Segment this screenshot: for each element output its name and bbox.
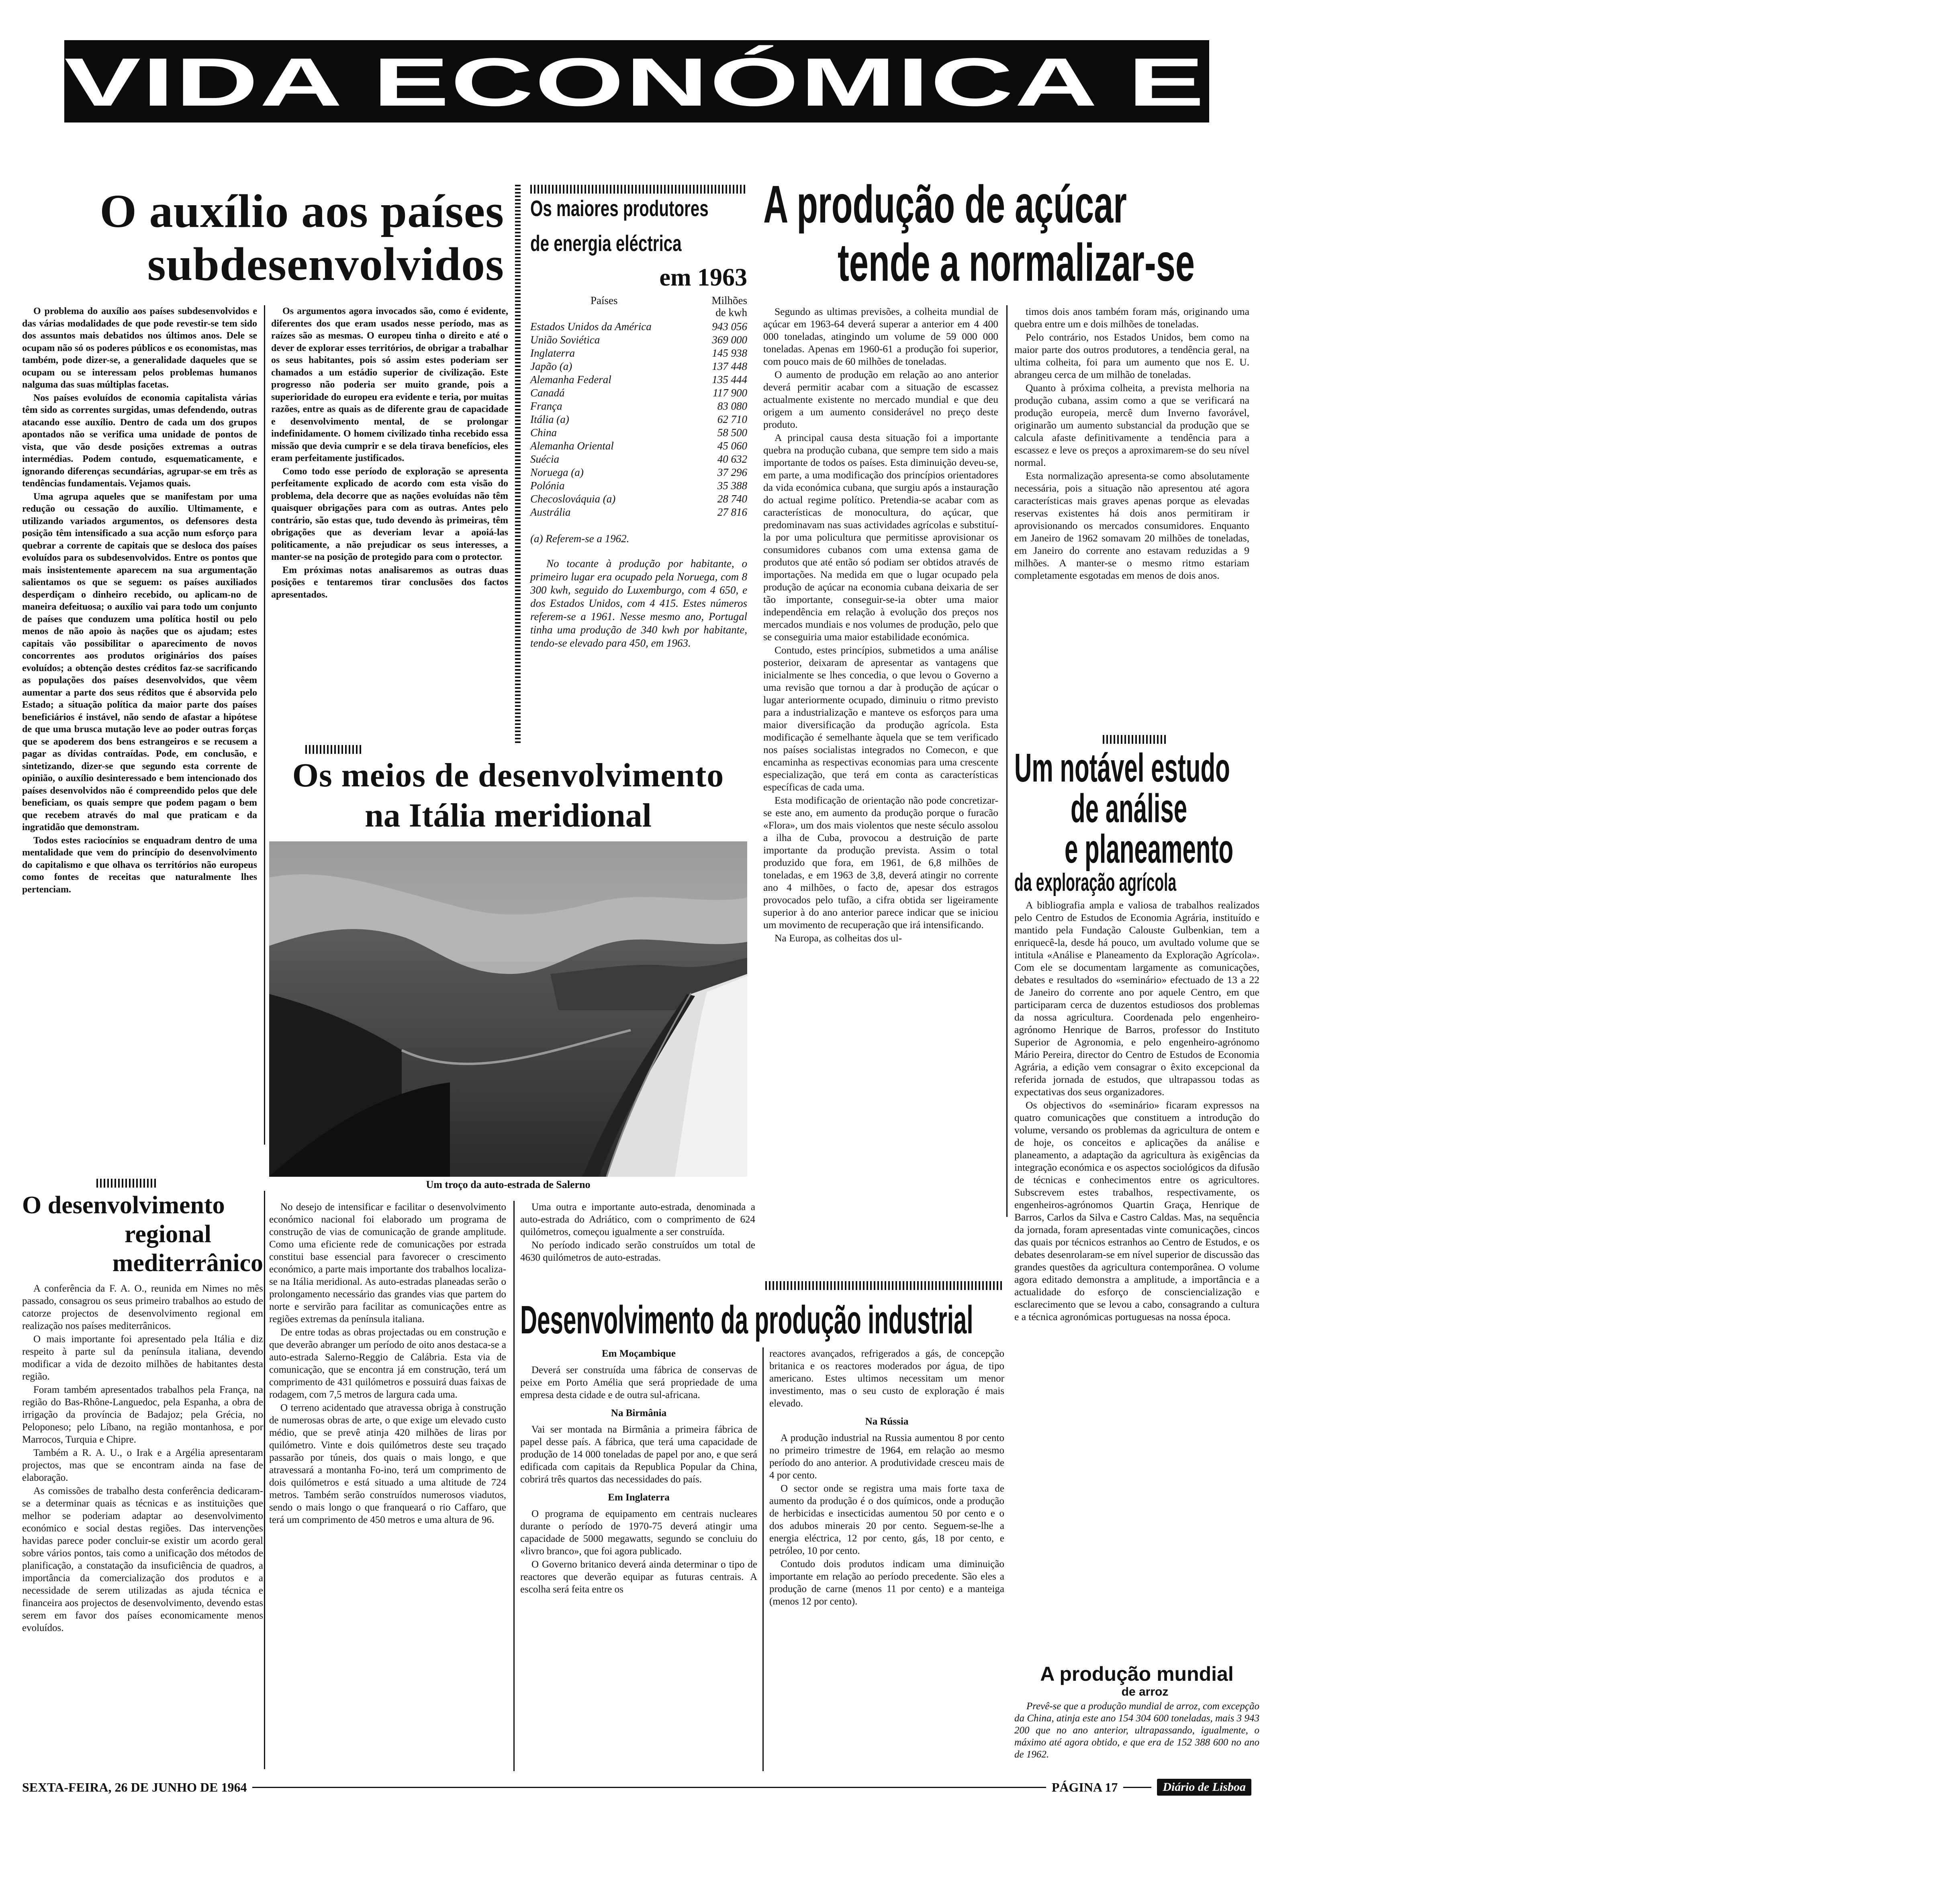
paragraph: Também a R. A. U., o Irak e a Argélia apresentaram projectos, mas que se encontram ainda na fase de elaboração.: [22, 1447, 263, 1483]
paragraph: Em próximas notas analisaremos as outras duas posições e tentaremos tirar conclusões dos factos apresentados.: [271, 565, 508, 600]
paragraph: Foram também apresentados trabalhos pela França, na região do Bas-Rhône-Languedoc, pela Espanha, a obra de irrigação da província de Badajoz; pela Grécia, no Peloponeso; pelo Líbano, na região montanhosa, e por Marrocos, Turquia e Chipre.: [22, 1384, 263, 1445]
table-cell-value: 943 056: [712, 320, 747, 333]
table-cell-country: Polónia: [530, 479, 565, 492]
headline-aid: O auxílio aos países subdesenvolvidos: [100, 185, 504, 290]
table-cell-country: Inglaterra: [530, 347, 575, 359]
separator-ornament: [765, 1281, 1002, 1290]
sugar-headline-line-1: A produção de açúcar: [763, 175, 1127, 234]
table-cell-value: 37 296: [717, 466, 747, 478]
paragraph: Todos estes raciocínios se enquadram dentro de uma mentalidade que vem do princípio do desenvolvimento do capitalismo e que olhava os territórios não europeus como fontes de receitas que naturalmente lhes pertenciam.: [22, 835, 257, 895]
table-cell-country: Alemanha Federal: [530, 373, 611, 386]
table-row: [530, 466, 747, 479]
separator-ornament: [1103, 735, 1167, 744]
paragraph: No tocante à produção por habitante, o primeiro lugar era ocupado pela Noruega, com 8 300 kwh, seguido do Luxemburgo, com 4 650, e dos Estados Unidos, com 4 415. Estes números referem-se a 1961. Nesse mesmo ano, Portugal tinha uma produção de 340 kwh por habitante, tendo-se elevado para 450, em 1963.: [530, 557, 747, 649]
rice-body: [1014, 1700, 1259, 1761]
table-cell-value: 35 388: [717, 479, 747, 492]
table-cell-value: 27 816: [717, 506, 747, 518]
table-row: [530, 386, 747, 400]
paragraph: Contudo, estes princípios, submetidos a uma análise posterior, deixaram de apresentar as vantagens que inicialmente se lhes concedia, o que levou o Governo a uma revisão que tornou a dar à produção de açúcar o lugar anteriormente ocupado, diminuiu o ritmo previsto para a industrialização e manteve os esforços para uma maior diversificação da produção agrícola. Esta modificação é semelhante àquela que se tem verificado nos países socialistas integrados no Comecon, e que encaminha as respectivas economias para uma crescente especialização, que terá em conta as características específicas de cada uma.: [763, 644, 998, 793]
table-cell-country: Suécia: [530, 453, 559, 465]
industrial-column-2: [769, 1347, 1004, 1608]
paragraph: Os objectivos do «seminário» ficaram expressos na quatro comunicações que constituem a introdução do volume, versando os problemas da agricultura de ontem e de hoje, os conceitos e aplicações da análise e planeamento, a adaptação da agricultura às exigências da integração económica e os aspectos sociológicos da difusão de técnicas e conhecimentos entre os agricultores. Subscrevem estes trabalhos, respectivamente, os engenheiros-agrónomos Quartin Graça, Henrique de Barros, Carlos da Silva e Castro Caldas. Mas, na sequência da jornada, foram apresentadas vinte comunicações, cincos das quais por técnicos estranhos ao Centro de Estudos, e os debates desenrolaram-se em nível superior de discussão das grandes questões da agricultura contemporânea. O volume agora editado demonstra a amplitude, a importância e a actualidade do esforço de consciencialização e esclarecimento que se levou a cabo, consagrando a cultura e a técnica agronómicas portuguesas na nossa época.: [1014, 1099, 1259, 1323]
paragraph: Vai ser montada na Birmânia a primeira fábrica de papel desse país. A fábrica, que terá uma capacidade de produção de 14 000 toneladas de papel por ano, e que será edificada com capitais da Republica Popular da China, cobrirá três quartos das necessidades do país.: [520, 1424, 757, 1485]
table-cell-value: 369 000: [712, 333, 747, 346]
article-sugar-production: [763, 177, 1245, 290]
agri-headline-1: Um notável estudo: [1014, 745, 1230, 790]
table-cell-value: 28 740: [717, 492, 747, 505]
highway-photo-image: [269, 841, 747, 1177]
article-industrial-production: [520, 1299, 1006, 1341]
italy-column-1: [269, 1201, 506, 1527]
aid-column-1: [22, 305, 257, 896]
highway-photo: [269, 841, 747, 1177]
paragraph: A produção industrial na Russia aumentou 8 por cento no primeiro trimestre de 1964, em relação ao mesmo período do ano anterior. A produtividade cresceu mais de 4 por cento.: [769, 1433, 1004, 1481]
sugar-column-2: [1014, 305, 1249, 582]
table-cell-country: Itália (a): [530, 413, 569, 425]
table-row: [530, 439, 747, 453]
table-cell-value: 117 900: [713, 386, 747, 399]
separator-ornament: [96, 1179, 157, 1188]
footer-rule: [1123, 1787, 1151, 1788]
sugar-column-1: [763, 305, 998, 945]
footer-page: PÁGINA 17: [1051, 1780, 1118, 1794]
aid-column-2: [271, 305, 508, 602]
paragraph: O programa de equipamento em centrais nucleares durante o período de 1970-75 deverá atingir uma capacidade de 5000 megawatts, segundo se concluiu do «livro branco», que foi agora publicado.: [520, 1508, 757, 1557]
divider: [515, 185, 521, 743]
paragraph: Esta normalização apresenta-se como absolutamente necessária, pois a situação não apresentou até agora características mais graves apenas porque as elevadas reservas existentes há dois anos permitiram ir aprovisionando os mercados consumidores. Enquanto em Janeiro de 1962 somavam 20 milhões de toneladas, em Janeiro do corrente ano estavam reduzidas a 9 milhões. A manter-se o mesmo ritmo estariam completamente esgotadas em menos de dois anos.: [1014, 470, 1249, 581]
table-cell-value: 83 080: [717, 400, 747, 412]
paragraph: Contudo dois produtos indicam uma diminuição importante em relação ao período precedente. São eles a produção de carne (menos 11 por cento) e a manteiga (menos 12 por cento).: [769, 1559, 1004, 1607]
column-rule: [264, 305, 265, 1145]
rice-headline-1: A produção mundial: [1040, 1663, 1234, 1685]
table-row: [530, 506, 747, 519]
table-cell-country: Noruega (a): [530, 466, 584, 478]
paragraph: Uma outra e importante auto-estrada, denominada a auto-estrada do Adriático, com o comprimento de 624 quilómetros, começou igualmente a ser construída.: [520, 1202, 755, 1237]
mediterranean-body: [22, 1282, 263, 1634]
table-header-country: Países: [591, 294, 618, 306]
paragraph: Os argumentos agora invocados são, como é evidente, diferentes dos que eram usados nesse período, mas as raízes são as mesmas. O europeu tinha o direito e até o dever de explorar esses territórios, de obrigar a trabalhar os seus habitantes, pois só assim estes poderiam ser chamados a um estádio superior de civilização. Este progresso não poderia ser muito grande, pois a superioridade do europeu era evidente e teria, por muitas razões, entre as quais as de diferente grau de capacidade e desenvolvimento mental, de se prolongar indefinidamente. O homem civilizado tinha recebido essa missão que devia cumprir e se dela tirava benefícios, eles eram perfeitamente justificados.: [271, 306, 508, 463]
paragraph: Prevê-se que a produção mundial de arroz, com excepção da China, atinja este ano 154 304 600 toneladas, mais 3 943 200 que no ano anterior, ultrapassando, igualmente, o máximo até agora obtido, e que era de 152 388 600 no ano de 1962.: [1014, 1701, 1259, 1760]
mediterranean-headline-3: mediterrânico: [112, 1249, 263, 1277]
table-cell-country: Japão (a): [530, 360, 572, 372]
table-cell-value: 135 444: [712, 373, 747, 386]
paragraph: A bibliografia ampla e valiosa de trabalhos realizados pelo Centro de Estudos de Economia Agrária, instituído e mantido pela Fundação Calouste Gulbenkian, tem a enriquecê-la, desde há pouco, um avultado volume que se intitula «Análise e Planeamento da Exploração Agrícola». Com ele se documentam largamente as comunicações, debates e resultados do «seminário» efectuado de 13 a 22 de Janeiro do corrente ano por aquele Centro, em que participaram cerca de duzentos estudiosos dos problemas da nossa agricultura. Coordenada pelo engenheiro-agrónomo Henrique de Barros, professor do Instituto Superior de Agronomia, e pelo engenheiro-agrónomo Mário Pereira, director do Centro de Estudos de Economia Agrária, a edição vem consagrar o êxito excepcional da referida jornada de estudos, que ultrapassou todas as expectativas dos seus organizadores.: [1014, 899, 1259, 1098]
separator-ornament: [305, 745, 362, 754]
table-row: [530, 320, 747, 333]
table-cell-value: 145 938: [712, 347, 747, 359]
table-row: [530, 360, 747, 373]
column-rule: [762, 1347, 764, 1771]
paragraph: Nos países evoluídos de economia capitalista várias têm sido as correntes surgidas, umas defendendo, outras atacando esse auxílio. Dentro de cada um dos grupos apontados não se verifica uma unidade de pontos de vista, que vão desde posições extremas a outras intermédias. Podem contudo, esquematicamente, e ignorando diferenças secundárias, agrupar-se em três as tendências fundamentais. Vejamos quais.: [22, 392, 257, 489]
energy-title-line-1: Os maiores produtores: [530, 196, 709, 221]
paragraph: O Governo britanico deverá ainda determinar o tipo de reactores que deverão equipar as futuras centrais. A escolha será feita entre os: [520, 1559, 757, 1595]
table-row: [530, 426, 747, 439]
footer-date: SEXTA-FEIRA, 26 DE JUNHO DE 1964: [22, 1780, 247, 1794]
photo-caption: Um troço da auto-estrada de Salerno: [426, 1179, 591, 1190]
paragraph: No período indicado serão construídos um total de 4630 quilómetros de auto-estradas.: [520, 1240, 755, 1263]
agri-headline-4: da exploração agrícola: [1014, 869, 1177, 896]
italy-headline-line-2: na Itália meridional: [364, 797, 652, 834]
industrial-column-1: [520, 1347, 757, 1596]
paragraph: No desejo de intensificar e facilitar o desenvolvimento económico nacional foi elaborado um programa de construção de vias de comunicação de grande amplitude. Como uma eficiente rede de comunicações por estrada constitui base essencial para favorecer o crescimento económico, a parte mais importante dos trabalhos localiza-se na Itália meridional. As auto-estradas planeadas serão o prolongamento necessário das grandes vias que partem do norte e servirão para facilitar as comunicações entre as regiões extremas da península italiana.: [269, 1202, 506, 1325]
table-cell-country: França: [530, 400, 562, 412]
industrial-headline: Desenvolvimento da produção industrial: [520, 1298, 973, 1342]
paragraph: Pelo contrário, nos Estados Unidos, bem como na maior parte dos outros produtores, a tendência geral, na ultima colheita, foi para um aumento que nos E. U. abrangeu cerca de um milhão de toneladas.: [1014, 331, 1249, 380]
table-row: [530, 373, 747, 386]
footer-rule: [252, 1787, 1046, 1788]
paragraph: O sector onde se registra uma mais forte taxa de aumento da produção é o dos químicos, onde a produção de herbicidas e insecticidas aumentou 50 por cento e o dos adubos minerais 20 por cento. Seguem-se-lhe a energia eléctrica, 12 por cento, gás, 18 por cento, e petróleo, 10 por cento.: [769, 1483, 1004, 1556]
agri-headline-2: de análise: [1071, 786, 1187, 831]
paragraph: Na Europa, as colheitas dos ul-: [775, 932, 902, 944]
paragraph: Como todo esse período de exploração se apresenta perfeitamente explicado de acordo com esta visão do problema, dela decorre que as nações evoluídas não têm quaisquer obrigações para com as outras. Antes pelo contrário, são estas que, tudo devendo às primeiras, têm obrigações que as deveriam levar a apoiá-las politicamente, a não prejudicar os seus interesses, a manter-se na posição de protegido para com o protector.: [271, 466, 508, 562]
paragraph: Deverá ser construída uma fábrica de conservas de peixe em Porto Amélia que será propriedade de uma empresa desta cidade e de outra sul-africana.: [520, 1365, 757, 1400]
masthead-title: VIDA ECONÓMICA E FINANCEIRA: [64, 44, 1960, 120]
energy-year: em 1963: [659, 263, 747, 291]
table-cell-country: Canadá: [530, 386, 565, 399]
paragraph: Esta modificação de orientação não pode concretizar-se este ano, em aumento da produção porque o furacão «Flora», um dos mais violentos que neste século assolou a ilha de Cuba, provocou a destruição de parte importante da produção prevista. Assim o total produzido que fora, em 1961, de 6,8 milhões de toneladas, e em 1963 de 3,8, deverá atingir no corrente ano 4 milhões, o facto de, apesar dos estragos provocados pelo tufão, a cifra obtida ser ligeiramente superior à do ano anterior parece indicar que se iniciou um movimento de recuperação que irá intensificando.: [763, 794, 998, 931]
subhead-mozambique: Em Moçambique: [601, 1348, 676, 1359]
article-mediterranean: [22, 1191, 263, 1635]
article-aid-developing-countries: [22, 185, 508, 291]
table-cell-value: 58 500: [717, 426, 747, 439]
column-rule: [1006, 305, 1008, 1217]
energy-footnote: (a) Referem-se a 1962.: [530, 532, 629, 545]
paragraph: O problema do auxílio aos países subdesenvolvidos e das várias modalidades de que pode revestir-se tem sido dos assuntos mais debatidos nos últimos anos. Dele se ocupam não só os poderes públicos e os economistas, mas também, pode dizer-se, a generalidade daqueles que se ocupam ou se interessam pelos problemas humanos nalguma das suas múltiplas facetas.: [22, 306, 257, 390]
paragraph: reactores avançados, refrigerados a gás, de concepção britanica e os reactores moderados por água, de tipo americano. Estes ultimos necessitam um menor investimento, mas o seu custo de exploração é mais elevado.: [769, 1348, 1004, 1409]
table-cell-value: 137 448: [712, 360, 747, 372]
table-row: [530, 333, 747, 347]
energy-title-line-2: de energia eléctrica: [530, 230, 682, 256]
article-agricultural-study: [1014, 747, 1259, 1324]
paragraph: O aumento de produção em relação ao ano anterior deverá permitir acabar com a situação de escassez actualmente existente no mercado mundial e que deu origem a um aumento considerável no preço deste produto.: [763, 369, 998, 430]
table-cell-country: Austrália: [530, 506, 571, 518]
energy-table: [530, 320, 747, 519]
energy-note: [530, 557, 747, 650]
table-row: [530, 347, 747, 360]
paragraph: timos dois anos também foram más, originando uma quebra entre um e dois milhões de toneladas.: [1014, 306, 1249, 330]
column-rule: [264, 1191, 265, 1769]
table-header-value: Milhões de kwh: [711, 294, 747, 318]
subhead-burma: Na Birmânia: [611, 1408, 667, 1419]
table-cell-country: Estados Unidos da América: [530, 320, 652, 333]
subhead-russia: Na Rússia: [865, 1416, 909, 1427]
separator-ornament: [530, 185, 747, 194]
table-cell-value: 62 710: [717, 413, 747, 425]
page-footer: [22, 1777, 1251, 1797]
table-row: [530, 453, 747, 466]
mediterranean-headline-1: O desenvolvimento: [22, 1192, 225, 1219]
paragraph: O terreno acidentado que atravessa obriga à construção de numerosas obras de arte, o que exige um elevado custo médio, que se prevê atinja 420 milhões de liras por quilómetro. Vinte e dois quilómetros deste seu traçado passarão por túneis, dos quais o mais longo, e que atravessará a montanha Fo-ino, terá um comprimento de dois quilómetros e está situado a uma altitude de 724 metros. Também serão construídos numerosos viadutos, sendo o mais longo o que franqueará o rio Caffaro, que terá um comprimento de 450 metros e uma altura de 96.: [269, 1402, 506, 1525]
table-cell-value: 45 060: [717, 439, 747, 452]
italy-column-2: [520, 1201, 755, 1265]
table-cell-country: China: [530, 426, 557, 439]
paragraph: O mais importante foi apresentado pela Itália e diz respeito à parte sul da península italiana, devendo modificar a vida de dezoito milhões de habitantes desta região.: [22, 1334, 263, 1382]
agri-body: [1014, 899, 1259, 1323]
paragraph: Uma agrupa aqueles que se manifestam por uma redução ou cessação do auxílio. Ultimamente, e utilizando variados argumentos, os defensores desta posição têm intensificado a sua acção num esforço para quebrar a corrente de capitais que se desloca dos países evoluídos para os subdesenvolvidos. Entre os pontos que mais insistentemente aparecem na sua argumentação salientamos os que se seguem: os países auxiliados desperdiçam o dinheiro recebido, ou aplicam-no de maneira defeituosa; o auxílio vai para todo um conjunto de países que conduzem uma política hostil ou pelo menos de não apoio às nações que os ajudam; estes capitais vão possibilitar o aparecimento de novos concorrentes aos produtos originários dos países evoluídos; a obtenção destes créditos faz-se sacrificando as populações dos países desenvolvidos, que vêem aumentar a parte dos seus réditos que é absorvida pelo Estado; a situação política da maior parte dos países beneficiários é instável, não sendo de afastar a hipótese de que uma brusca mutação leve ao poder outras forças que se apoderem dos bens estrangeiros e se recusem a pagar as dívidas contraídas. Pode, em conclusão, e sintetizando, dizer-se que segundo esta corrente de opinião, o auxílio desinteressado e bem intencionado dos países desenvolvidos não é compreendido pelos que dele beneficiam, os quais sempre que podem pagam o bem que recebem através do mal que praticam e da ingratidão que demonstram.: [22, 491, 257, 833]
column-rule: [513, 1201, 515, 1771]
mediterranean-headline-2: regional: [125, 1221, 211, 1248]
table-cell-country: União Soviética: [530, 333, 600, 346]
sugar-headline-line-2: tende a normalizar-se: [838, 233, 1195, 292]
table-row: [530, 479, 747, 492]
table-row: [530, 492, 747, 506]
table-row: [530, 413, 747, 426]
article-electric-energy: [530, 185, 747, 650]
italy-headline-line-1: Os meios de desenvolvimento: [292, 757, 724, 794]
table-cell-country: Alemanha Oriental: [530, 439, 614, 452]
article-rice-production: [1014, 1663, 1259, 1761]
subhead-england: Em Inglaterra: [608, 1492, 670, 1503]
paragraph: Segundo as ultimas previsões, a colheita mundial de açúcar em 1963-64 deverá superar a anterior em 4 400 000 toneladas, atingindo um volume de 59 000 000 toneladas. Apenas em 1960-61 a produção foi superior, com pouco mais de 60 milhões de toneladas.: [763, 306, 998, 367]
rice-headline-2: de arroz: [1121, 1685, 1169, 1698]
article-italy-south: [269, 757, 747, 834]
paragraph: Quanto à próxima colheita, a prevista melhoria na produção cubana, assim como a que se verificará na produção europeia, mercê dum Inverno favorável, originarão um aumento substancial da produção que se calcula afaste definitivamente a tendência para a escassez e leve os preços a aproximarem-se do seu nível normal.: [1014, 382, 1249, 468]
table-row: [530, 400, 747, 413]
paragraph: A principal causa desta situação foi a importante quebra na produção cubana, que sempre tem sido a mais importante de todos os países. Esta diminuição deveu-se, em parte, a uma modificação dos princípios orientadores da vida económica cubana, que surgiu após a instauração do actual regime político. Pretendia-se acabar com as características de monocultura, do açúcar, que predominavam nas suas actividades agrícolas e substituí-la por uma policultura que permitisse aprovisionar os consumidores cubanos com uma extensa gama de produtos que até então só podiam ser obtidos através de importações. Na medida em que o lugar ocupado pela produção de açúcar na economia cubana deixaria de ser tão importante, conseguir-se-ia obter uma maior independência em relação à evolução dos preços nos mercados mundiais e nos volumes de produção, pelo que se conseguiria uma maior estabilidade económica.: [763, 432, 998, 643]
paragraph: As comissões de trabalho desta conferência dedicaram-se a determinar quais as técnicas e as instituições que melhor se poderiam adaptar ao desenvolvimento económico e social destas regiões. Das intervenções havidas parece poder concluir-se existir um acordo geral sobre vários pontos, tais como a unificação dos métodos de planificação, a constatação da insuficiência de quadros, a importância da comercialização dos produtos e a necessidade de serem utilizadas as ajuda técnica e financeira aos projectos de desenvolvimento, devendo estas serem em favor dos países economicamente menos evoluídos.: [22, 1486, 263, 1633]
paragraph: A conferência da F. A. O., reunida em Nimes no mês passado, consagrou os seus primeiro trabalhos ao estudo de catorze projectos de desenvolvimento regional em realização nos países mediterrânicos.: [22, 1283, 263, 1331]
table-cell-country: Checoslováquia (a): [530, 492, 616, 505]
paragraph: De entre todas as obras projectadas ou em construção e que deverão abranger um período de oito anos destaca-se a auto-estrada Salerno-Reggio de Calábria. Esta via de comunicação, que se encontra já em construção, terá um comprimento de 431 quilómetros e possuirá duas faixas de rodagem, com 7,5 metros de largura cada uma.: [269, 1327, 506, 1400]
agri-headline-3: e planeamento: [1065, 827, 1234, 872]
table-cell-value: 40 632: [717, 453, 747, 465]
footer-paper-logo: Diário de Lisboa: [1157, 1779, 1251, 1796]
masthead-banner: [64, 40, 1960, 122]
